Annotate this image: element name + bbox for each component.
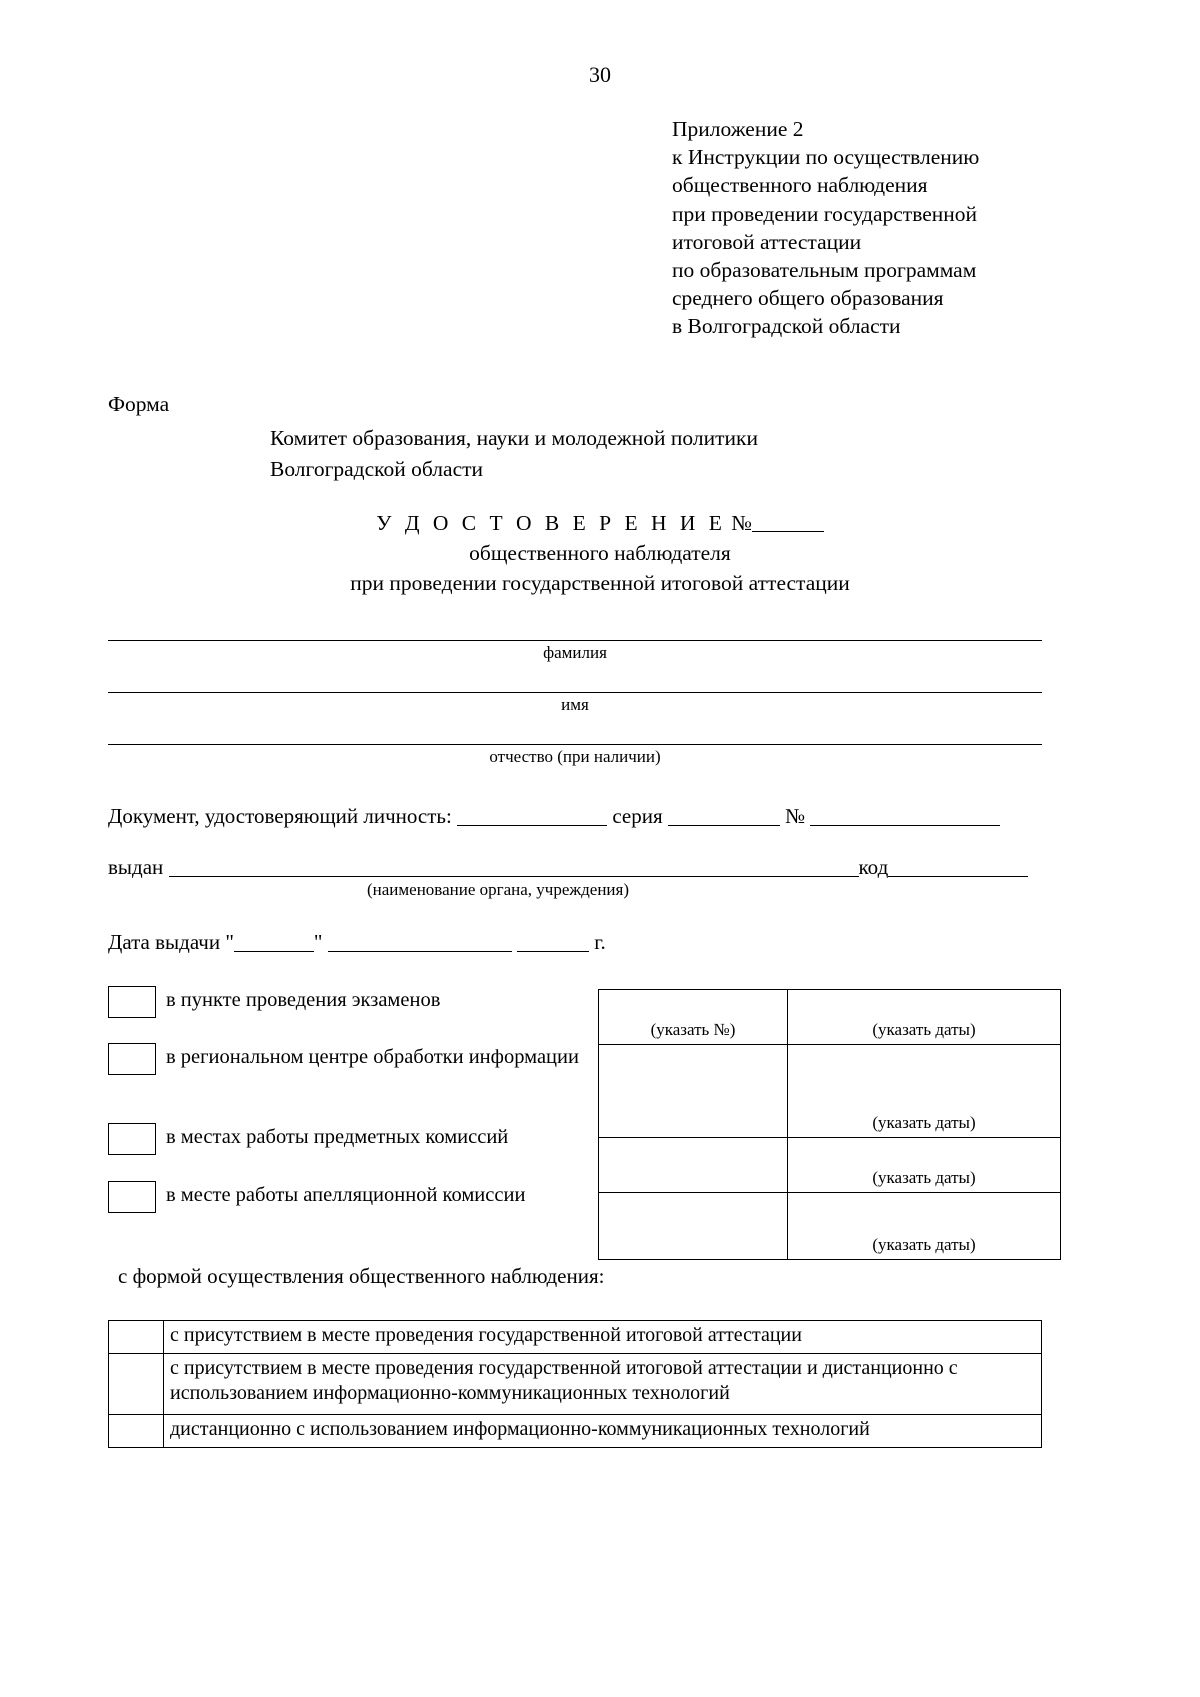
patronymic-field[interactable]: [108, 744, 1042, 767]
certificate-subtitle-2: при проведении государственной итоговой аттестации: [350, 571, 850, 595]
place-label-subject-commission: в местах работы предметных комиссий: [166, 1126, 509, 1148]
certificate-title-row: [0, 508, 1200, 538]
place-option-appeal-commission[interactable]: [108, 1181, 598, 1213]
issue-month-blank[interactable]: [328, 931, 512, 952]
checkbox-subject-commission[interactable]: [108, 1123, 156, 1155]
place-label-appeal-commission: в месте работы апелляционной комиссии: [166, 1184, 526, 1206]
checkbox-appeal-commission[interactable]: [108, 1181, 156, 1213]
identity-document-label: Документ, удостоверяющий личность:: [108, 804, 452, 828]
observation-mark-3[interactable]: [109, 1415, 164, 1448]
certificate-title: У Д О С Т О В Е Р Е Н И Е: [376, 511, 726, 535]
issue-date-label: Дата выдачи ": [108, 930, 234, 954]
table-row: [599, 990, 1061, 1045]
appendix-line-7: среднего общего образования: [672, 286, 944, 311]
identity-document-row: [108, 804, 1042, 829]
cell-blank-4[interactable]: [599, 1193, 788, 1260]
issued-label: выдан: [108, 855, 164, 879]
issue-day-blank[interactable]: [234, 931, 314, 952]
cell-blank-3[interactable]: [599, 1138, 788, 1193]
issue-year-suffix: г.: [594, 930, 606, 954]
identity-series-blank[interactable]: [668, 805, 780, 826]
table-row: [109, 1415, 1042, 1448]
cell-dates-hint-4[interactable]: (указать даты): [788, 1193, 1061, 1260]
table-row: [109, 1354, 1042, 1415]
cell-number-hint[interactable]: (указать №): [599, 990, 788, 1045]
checkbox-exam-point[interactable]: [108, 986, 156, 1018]
issue-date-quote: ": [313, 930, 323, 954]
observation-mark-2[interactable]: [109, 1354, 164, 1415]
committee-line-1: Комитет образования, науки и молодежной политики: [270, 426, 758, 450]
cell-blank-2[interactable]: [599, 1045, 788, 1138]
issue-date-row: [108, 930, 606, 955]
issued-row: [108, 855, 1042, 880]
issue-year-blank[interactable]: [517, 931, 589, 952]
observation-form-table: [108, 1320, 1042, 1448]
page-number: 30: [589, 62, 611, 87]
table-row: [599, 1045, 1061, 1138]
patronymic-caption: отчество (при наличии): [489, 747, 661, 766]
appendix-line-5: итоговой аттестации: [672, 229, 862, 254]
appendix-block: [672, 115, 1072, 341]
appendix-line-4: при проведении государственной: [672, 201, 978, 226]
table-row: [599, 1138, 1061, 1193]
appendix-line-1: Приложение 2: [672, 117, 804, 141]
appendix-line-2: к Инструкции по осуществлению: [672, 145, 980, 170]
identity-series-label: серия: [612, 804, 663, 828]
table-row: [109, 1321, 1042, 1354]
checkbox-rcoi[interactable]: [108, 1043, 156, 1075]
table-row: [599, 1193, 1061, 1260]
observation-option-1[interactable]: с присутствием в месте проведения государственной итоговой аттестации: [164, 1321, 1042, 1354]
identity-document-type-blank[interactable]: [457, 805, 607, 826]
surname-caption: фамилия: [543, 643, 607, 662]
committee-block: [270, 423, 970, 485]
cell-dates-hint-1[interactable]: (указать даты): [788, 990, 1061, 1045]
place-label-exam-point: в пункте проведения экзаменов: [166, 989, 441, 1011]
cell-dates-hint-2[interactable]: (указать даты): [788, 1045, 1061, 1138]
place-label-rcoi: в региональном центре обработки информации: [166, 1046, 579, 1068]
observation-option-3[interactable]: дистанционно с использованием информационно-коммуникационных технологий: [164, 1415, 1042, 1448]
identity-number-label: №: [785, 804, 806, 828]
firstname-field[interactable]: [108, 692, 1042, 715]
committee-line-2: Волгоградской области: [270, 457, 484, 481]
certificate-number-blank[interactable]: [752, 531, 824, 532]
place-details-table: [598, 989, 1061, 1260]
code-label: код: [858, 855, 889, 879]
appendix-line-3: общественного наблюдения: [672, 173, 928, 198]
form-label: Форма: [108, 392, 170, 416]
cell-dates-hint-3[interactable]: (указать даты): [788, 1138, 1061, 1193]
place-option-subject-commission[interactable]: [108, 1123, 598, 1155]
observation-mark-1[interactable]: [109, 1321, 164, 1354]
issued-caption: (наименование органа, учреждения): [366, 880, 629, 899]
certificate-heading: [0, 508, 1200, 598]
code-blank[interactable]: [888, 856, 1028, 877]
surname-field[interactable]: [108, 640, 1042, 663]
firstname-caption: имя: [561, 695, 589, 714]
appendix-line-6: по образовательным программам: [672, 258, 977, 283]
place-option-exam-point[interactable]: [108, 986, 598, 1018]
observation-option-2[interactable]: с присутствием в месте проведения государственной итоговой аттестации и дистанционно с использованием информационно-коммуникационных технологий: [164, 1354, 1042, 1415]
certificate-subtitle-1: общественного наблюдателя: [469, 541, 731, 565]
identity-number-blank[interactable]: [810, 805, 1000, 826]
place-option-rcoi[interactable]: [108, 1043, 598, 1075]
certificate-number-label: №: [731, 511, 752, 535]
appendix-line-8: в Волгоградской области: [672, 314, 901, 339]
issued-authority-blank[interactable]: [169, 856, 859, 877]
observation-form-title: с формой осуществления общественного наблюдения:: [118, 1264, 605, 1288]
